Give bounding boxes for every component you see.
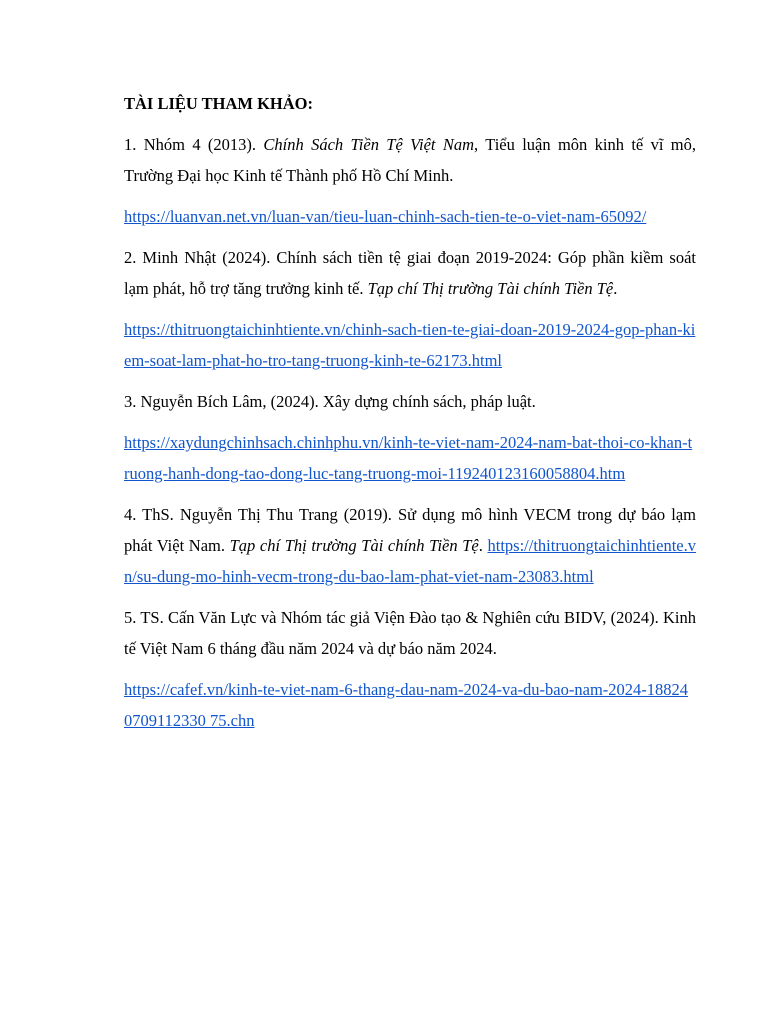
reference-3-link-line — [124, 427, 696, 489]
reference-5-link[interactable]: https://cafef.vn/kinh-te-viet-nam-6-thang-dau-nam-2024-va-du-bao-nam-2024-188240709112330 75.chn — [124, 680, 689, 730]
reference-1-source: , Tiểu luận môn kinh tế vĩ mô, Trường Đại học Kinh tế Thành phố Hồ Chí Minh. — [124, 135, 697, 185]
reference-1-link-line — [124, 201, 696, 232]
reference-3-link[interactable]: https://xaydungchinhsach.chinhphu.vn/kinh-te-viet-nam-2024-nam-bat-thoi-co-khan-truong-hanh-dong-tao-dong-luc-tang-truong-moi-119240123160058804.htm — [124, 433, 693, 483]
references-section — [124, 88, 696, 746]
reference-4-end: . — [478, 536, 488, 555]
reference-2-journal: Tạp chí Thị trường Tài chính Tiền Tệ — [367, 279, 614, 298]
reference-2-text: 2. Minh Nhật (2024). Chính sách tiền tệ giai đoạn 2019-2024: Góp phần kiềm soát lạm phát, hỗ trợ tăng trưởng kinh tế. — [124, 248, 696, 298]
reference-4-link[interactable]: https://thitruongtaichinhtiente.vn/su-dung-mo-hinh-vecm-trong-du-bao-lam-phat-viet-nam-23083.html — [124, 536, 696, 586]
reference-2-end: . — [613, 279, 618, 298]
reference-4-journal: Tạp chí Thị trường Tài chính Tiền Tệ — [229, 536, 479, 555]
reference-1-title: Chính Sách Tiền Tệ Việt Nam — [263, 135, 475, 154]
reference-1 — [124, 129, 696, 191]
reference-5 — [124, 602, 696, 664]
reference-2-link-line — [124, 314, 696, 376]
reference-4-text: 4. ThS. Nguyễn Thị Thu Trang (2019). Sử dụng mô hình VECM trong dự báo lạm phát Việt Nam. — [124, 505, 696, 555]
reference-3-text: 3. Nguyễn Bích Lâm, (2024). Xây dựng chính sách, pháp luật. — [124, 392, 536, 411]
references-heading: TÀI LIỆU THAM KHẢO: — [124, 94, 314, 113]
reference-2-link[interactable]: https://thitruongtaichinhtiente.vn/chinh-sach-tien-te-giai-doan-2019-2024-gop-phan-kiem-soat-lam-phat-ho-tro-tang-truong-kinh-te-62173.html — [124, 320, 696, 370]
reference-4 — [124, 499, 696, 592]
reference-2 — [124, 242, 696, 304]
reference-1-link[interactable]: https://luanvan.net.vn/luan-van/tieu-luan-chinh-sach-tien-te-o-viet-nam-65092/ — [124, 207, 647, 226]
reference-5-link-line — [124, 674, 696, 736]
reference-5-text: 5. TS. Cấn Văn Lực và Nhóm tác giả Viện Đào tạo & Nghiên cứu BIDV, (2024). Kinh tế Việt Nam 6 tháng đầu năm 2024 và dự báo năm 2024. — [124, 608, 696, 658]
reference-3 — [124, 386, 696, 417]
reference-1-text: 1. Nhóm 4 (2013). — [124, 135, 264, 154]
